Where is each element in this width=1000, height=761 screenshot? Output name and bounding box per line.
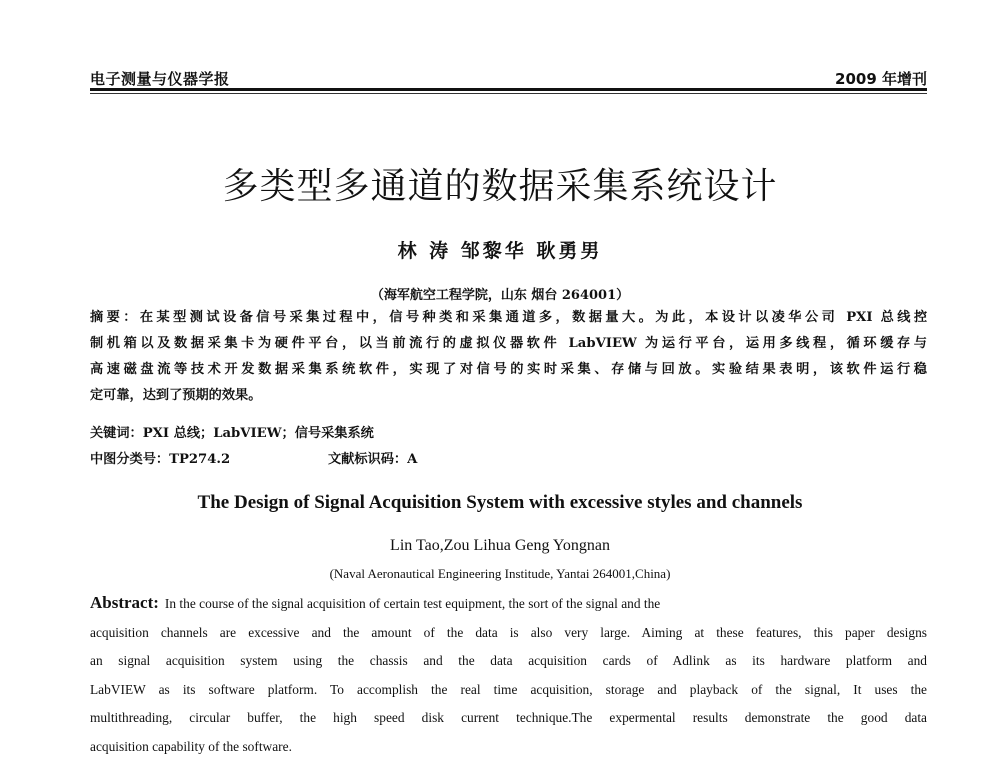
abstract-cn	[90, 305, 927, 409]
abstract-en-label: Abstract:	[90, 593, 159, 612]
document-code	[328, 448, 417, 467]
classification-row	[90, 448, 927, 467]
paper-title-cn: 多类型多通道的数据采集系统设计	[0, 158, 1000, 209]
abstract-en-line: an signal acquisition system using the chassis and the data acquisition cards of Adlink as its hardware platform and	[90, 647, 927, 676]
header-rule-thick	[90, 88, 927, 91]
header-rule-thin	[90, 93, 927, 94]
authors-en: Lin Tao,Zou Lihua Geng Yongnan	[0, 537, 1000, 555]
doc-code-value: A	[407, 452, 417, 467]
abstract-cn-line: 定可靠，达到了预期的效果。	[90, 383, 927, 409]
affiliation-en: (Naval Aeronautical Engineering Institude, Yantai 264001,China)	[0, 566, 1000, 582]
abstract-cn-line: 高速磁盘流等技术开发数据采集系统软件，实现了对信号的实时采集、存储与回放。实验结果表明，该软件运行稳	[90, 357, 927, 383]
abstract-en-line: acquisition capability of the software.	[90, 733, 927, 761]
abstract-en-line: multithreading, circular buffer, the high speed disk current technique.The expermental results demonstrate the good data	[90, 704, 927, 733]
doc-code-label: 文献标识码：	[328, 452, 407, 467]
keywords-label: 关键词：	[90, 426, 143, 441]
abstract-en-line: LabVIEW as its software platform. To accomplish the real time acquisition, storage and playback of the signal, It uses the	[90, 676, 927, 705]
affiliation-cn: （海军航空工程学院，山东 烟台 264001）	[0, 284, 1000, 303]
abstract-cn-line: 摘要：在某型测试设备信号采集过程中，信号种类和采集通道多，数据量大。为此，本设计以凌华公司 PXI 总线控	[90, 305, 927, 331]
abstract-cn-label: 摘要：	[90, 310, 140, 325]
abstract-cn-line: 制机箱以及数据采集卡为硬件平台，以当前流行的虚拟仪器软件 LabVIEW 为运行平台，运用多线程，循环缓存与	[90, 331, 927, 357]
keywords-cn	[90, 422, 374, 441]
abstract-en-line: acquisition channels are excessive and the amount of the data is also very large. Aiming at these features, this paper designs	[90, 619, 927, 648]
abstract-en	[90, 589, 927, 761]
issue-label: 2009 年增刊	[835, 68, 927, 89]
paper-title-en: The Design of Signal Acquisition System with excessive styles and channels	[0, 492, 1000, 514]
clc-value: TP274.2	[169, 452, 230, 467]
journal-name: 电子测量与仪器学报	[90, 68, 230, 89]
keywords-value: PXI 总线；LabVIEW；信号采集系统	[143, 426, 374, 441]
clc-label: 中图分类号：	[90, 452, 169, 467]
abstract-en-line: Abstract: In the course of the signal acquisition of certain test equipment, the sort of the signal and the	[90, 589, 927, 619]
authors-cn: 林 涛 邹黎华 耿勇男	[0, 236, 1000, 263]
